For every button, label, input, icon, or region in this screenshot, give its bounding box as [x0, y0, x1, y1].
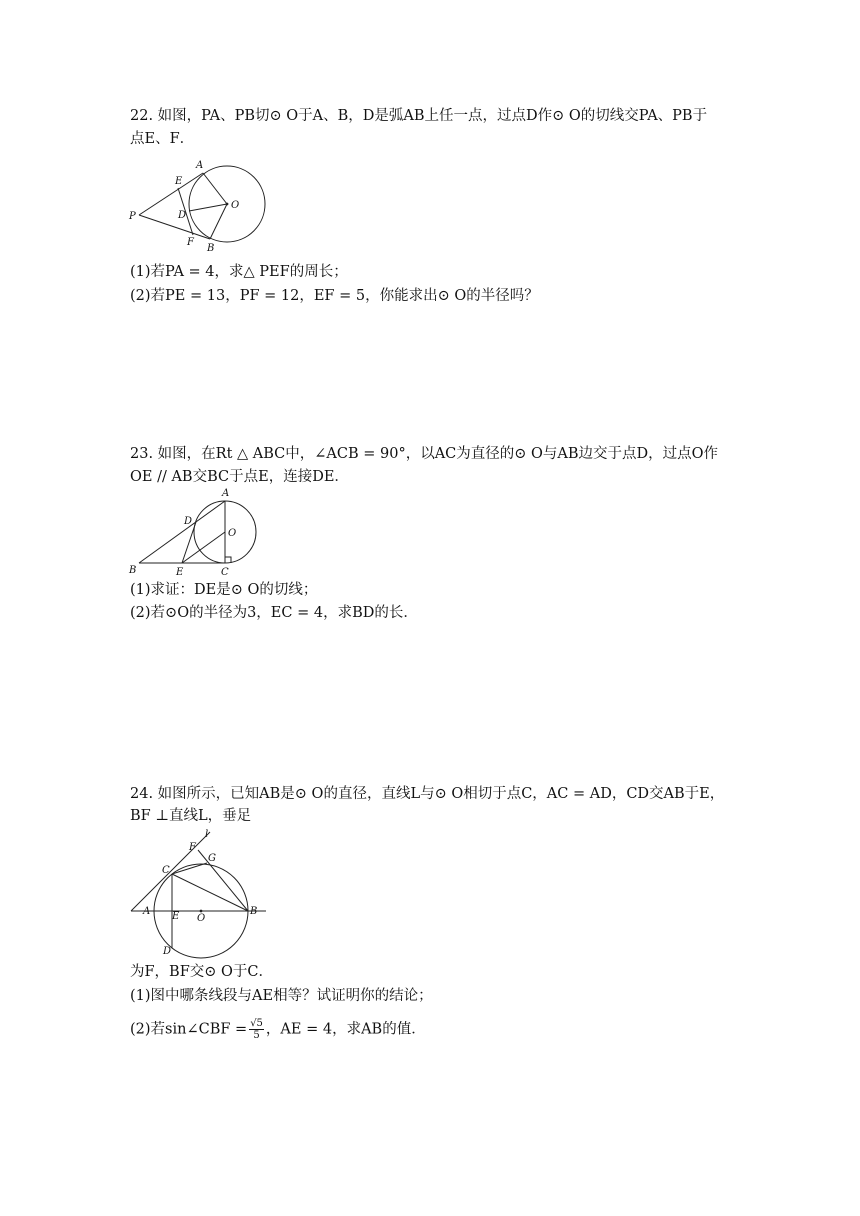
label-o: O — [228, 528, 237, 539]
q23-line-2: OE // AB交BC于点E，连接DE． — [130, 469, 349, 485]
q23-part-1: (1)求证：DE是⊙ O的切线； — [130, 582, 318, 598]
q24-line-1: 24. 如图所示，已知AB是⊙ O的直径，直线L与⊙ O相切于点C，AC = AD，CD交AB于E， — [130, 786, 725, 802]
q24-line-3: 为F，BF交⊙ O于C． — [130, 964, 274, 980]
label-f: F — [187, 237, 194, 248]
segment-bf — [198, 850, 248, 911]
segment-de — [182, 522, 196, 563]
segment-oe — [182, 532, 225, 563]
label-a: A — [196, 160, 204, 171]
q22-part-2: (2)若PE = 13，PF = 12，EF = 5，你能求出⊙ O的半径吗？ — [130, 288, 539, 304]
label-c: C — [221, 567, 229, 578]
fraction-denominator: 5 — [253, 1030, 260, 1041]
label-b: B — [250, 906, 258, 917]
label-o: O — [231, 200, 240, 211]
tangent-l — [131, 832, 210, 911]
label-g: G — [208, 853, 216, 864]
label-d: D — [163, 946, 172, 957]
label-d: D — [184, 516, 193, 527]
tangent-pa — [139, 173, 203, 215]
q24-figure — [126, 826, 266, 960]
q24-part-2-suffix: ，AE = 4，求AB的值． — [265, 1021, 426, 1038]
label-b: B — [129, 565, 137, 576]
segment-cb — [172, 874, 248, 911]
q24-line-2: BF ⊥直线L，垂足 — [130, 808, 252, 824]
center-dot — [200, 910, 203, 913]
q23-figure — [126, 485, 266, 580]
segment-oa — [203, 173, 227, 204]
label-a: A — [143, 906, 151, 917]
label-f: F — [189, 842, 196, 853]
segment-ob — [210, 204, 227, 239]
q22-line-2: 点E、F． — [130, 131, 195, 147]
center-dot — [226, 203, 229, 206]
q22-part-1: (1)若PA = 4，求△ PEF的周长； — [130, 264, 348, 280]
q23-part-2: (2)若⊙O的半径为3，EC = 4，求BD的长． — [130, 605, 418, 621]
q24-part-1: (1)图中哪条线段与AE相等？试证明你的结论； — [130, 988, 433, 1004]
label-d: D — [178, 210, 187, 221]
q22-figure — [126, 155, 276, 255]
fraction-numerator: √5 — [250, 1018, 263, 1029]
q24-part-2 — [130, 1018, 426, 1041]
label-e: E — [172, 911, 180, 922]
label-a: A — [222, 488, 230, 499]
label-e: E — [176, 567, 184, 578]
label-b: B — [207, 243, 215, 254]
label-e: E — [175, 176, 183, 187]
tangent-pb — [139, 215, 210, 239]
q23-line-1: 23. 如图，在Rt △ ABC中，∠ACB = 90°，以AC为直径的⊙ O与AB边交于点D，过点O作 — [130, 446, 719, 462]
label-o: O — [197, 913, 206, 924]
segment-od — [189, 204, 227, 211]
label-l: l — [205, 829, 209, 840]
fraction — [249, 1018, 264, 1041]
q22-line-1: 22. 如图，PA、PB切⊙ O于A、B，D是弧AB上任一点，过点D作⊙ O的切线交PA、PB于 — [130, 108, 708, 124]
label-c: C — [162, 865, 170, 876]
segment-ab — [139, 501, 225, 563]
q24-part-2-prefix: (2)若sin∠CBF = — [130, 1021, 248, 1038]
label-p: P — [129, 211, 136, 222]
